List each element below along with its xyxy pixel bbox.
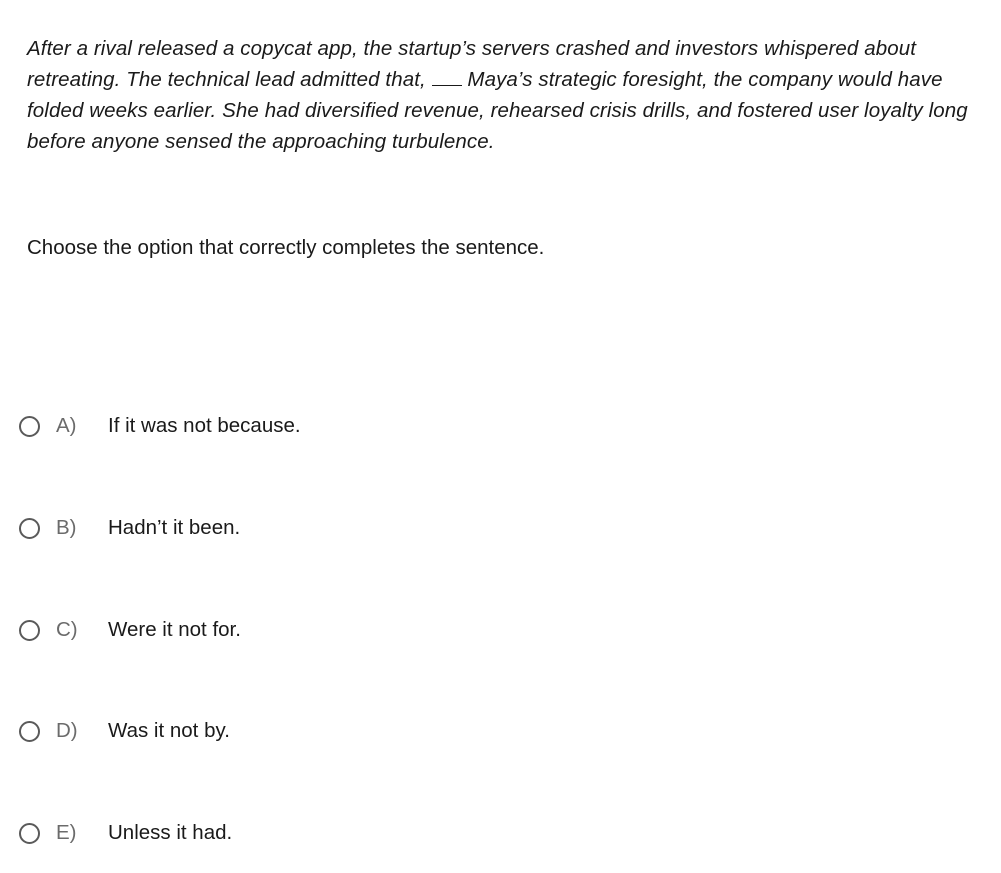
option-e[interactable]: [19, 818, 232, 848]
option-letter: E): [56, 821, 77, 844]
radio-icon[interactable]: [19, 620, 40, 641]
option-letter: C): [56, 618, 78, 641]
option-letter: A): [56, 414, 77, 437]
option-text: Was it not by.: [108, 719, 230, 742]
option-a[interactable]: [19, 411, 301, 441]
option-text: If it was not because.: [108, 414, 301, 437]
radio-icon[interactable]: [19, 416, 40, 437]
option-letter: D): [56, 719, 78, 742]
question-prompt: Choose the option that correctly completes the sentence.: [27, 236, 545, 259]
option-d[interactable]: [19, 716, 230, 746]
passage-text-after: Maya’s strategic foresight, the company would have folded weeks earlier. She had diversified revenue, rehearsed crisis drills, and fostered user loyalty long before anyone sensed the approaching turbulence.: [27, 68, 968, 153]
option-c[interactable]: [19, 615, 241, 645]
option-text: Hadn’t it been.: [108, 516, 241, 539]
option-b[interactable]: [19, 513, 240, 543]
radio-icon[interactable]: [19, 823, 40, 844]
radio-icon[interactable]: [19, 518, 40, 539]
option-letter: B): [56, 516, 77, 539]
option-text: Unless it had.: [108, 821, 233, 844]
option-text: Were it not for.: [108, 618, 241, 641]
passage-text-before: After a rival released a copycat app, the startup’s servers crashed and investors whispered about retreating. The technical lead admitted that,: [27, 37, 917, 91]
radio-icon[interactable]: [19, 721, 40, 742]
